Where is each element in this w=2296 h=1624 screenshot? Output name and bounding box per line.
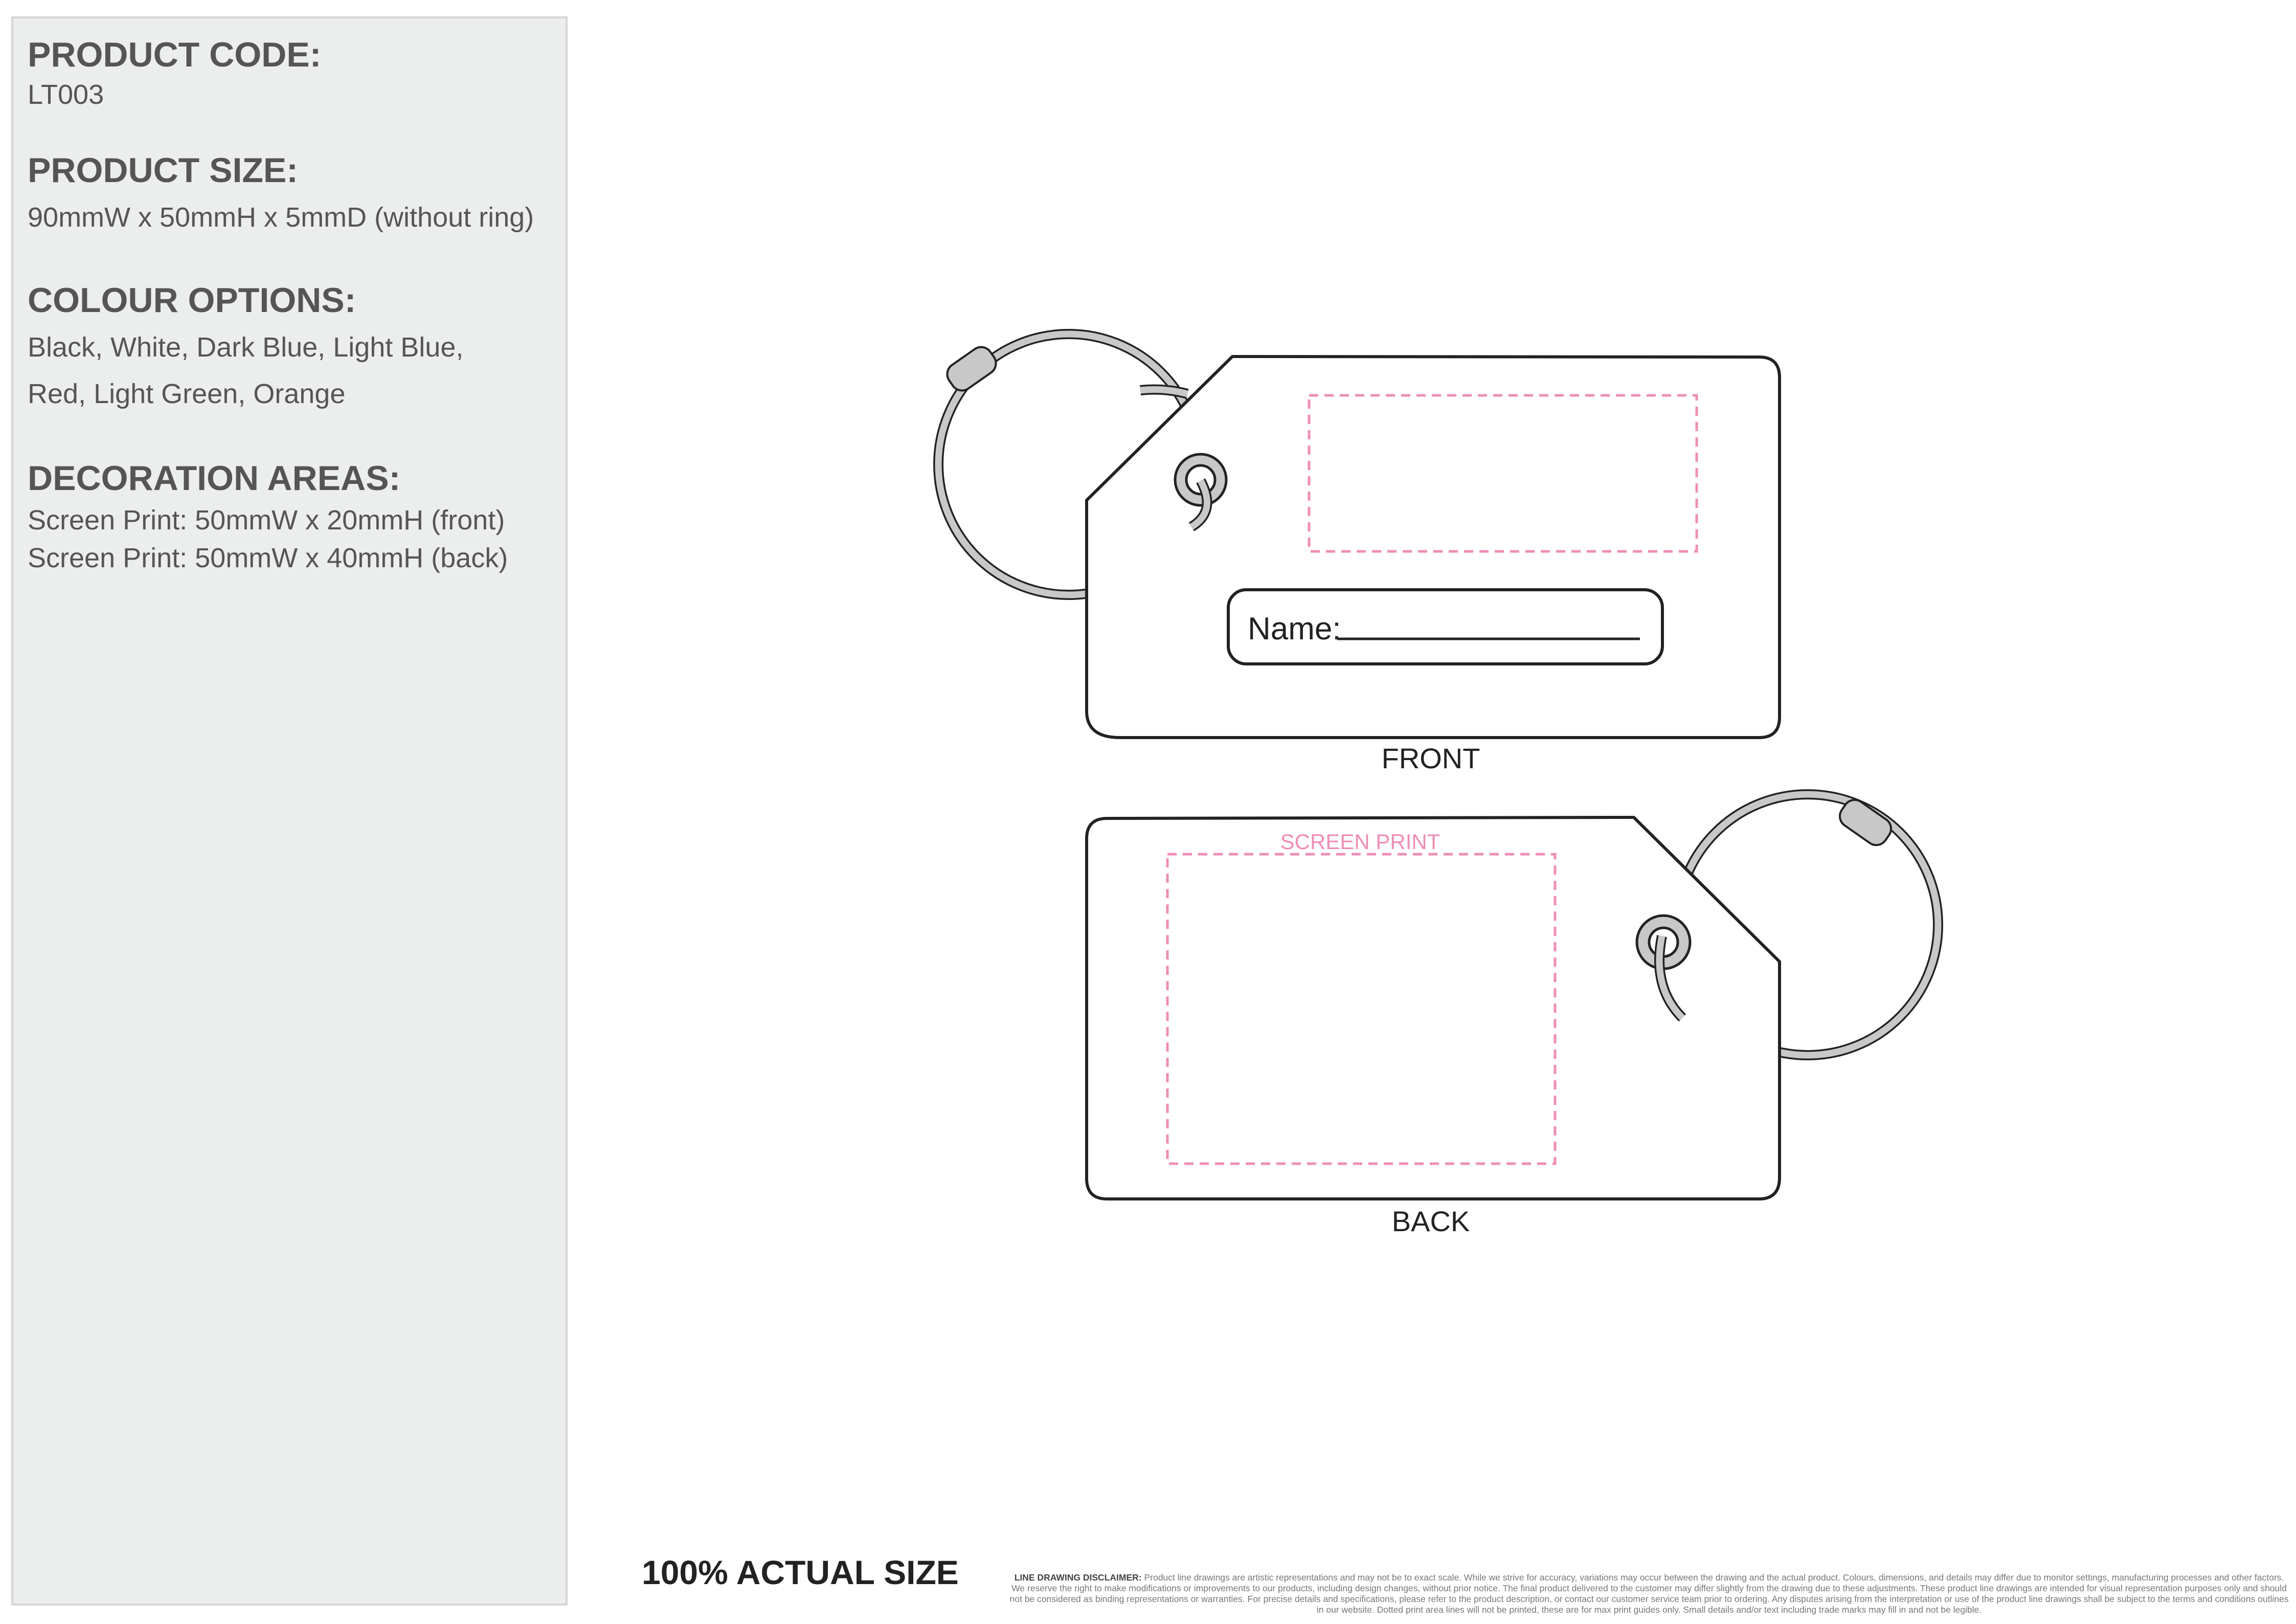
colour-options-heading: COLOUR OPTIONS: bbox=[28, 281, 356, 320]
front-tag-body bbox=[1087, 357, 1780, 738]
name-field-label: Name: bbox=[1248, 611, 1341, 647]
decoration-area-back: Screen Print: 50mmW x 40mmH (back) bbox=[28, 543, 508, 573]
colour-options-line1: Black, White, Dark Blue, Light Blue, bbox=[28, 332, 464, 363]
disclaimer-text: Product line drawings are artistic representations and may not be to exact scale. While we strive for accuracy, variations may occur between the drawing and the actual product. Colours, dimensions, and details may differ due to monitor settings, manufacturing processes and other factors. We reserve the right to make modifications or improvements to our products, including design changes, without prior notice. The final product delivered to the customer may differ slightly from the drawing due to these adjustments. These product line drawings are intended for visual representation purposes only and should not be considered as binding representations or warranties. For precise details and specifications, please refer to the product description, or contact our customer service team prior to ordering. Any disputes arising from the interpretation or use of the product line drawings shall be subject to the terms and conditions outlines in our website. Dotted print area lines will not be printed, these are for max print guides only. Small details and/or text including trade marks may fill in and not be legible. bbox=[1009, 1572, 2289, 1615]
product-size-heading: PRODUCT SIZE: bbox=[28, 151, 298, 190]
colour-options-line2: Red, Light Green, Orange bbox=[28, 379, 346, 409]
decoration-area-front: Screen Print: 50mmW x 20mmH (front) bbox=[28, 505, 505, 536]
product-code-value: LT003 bbox=[28, 79, 104, 110]
front-ring-clasp bbox=[943, 343, 1000, 395]
product-code-heading: PRODUCT CODE: bbox=[28, 35, 322, 74]
actual-size-note: 100% ACTUAL SIZE bbox=[642, 1553, 959, 1591]
back-print-area-label: SCREEN PRINT bbox=[1280, 830, 1440, 854]
back-view-label: BACK bbox=[1391, 1205, 1470, 1237]
front-view-label: FRONT bbox=[1381, 742, 1480, 774]
decoration-areas-heading: DECORATION AREAS: bbox=[28, 459, 401, 498]
disclaimer-title: LINE DRAWING DISCLAIMER: bbox=[1014, 1572, 1142, 1583]
line-drawing-disclaimer bbox=[1007, 1572, 2291, 1615]
product-size-value: 90mmW x 50mmH x 5mmD (without ring) bbox=[28, 202, 534, 233]
